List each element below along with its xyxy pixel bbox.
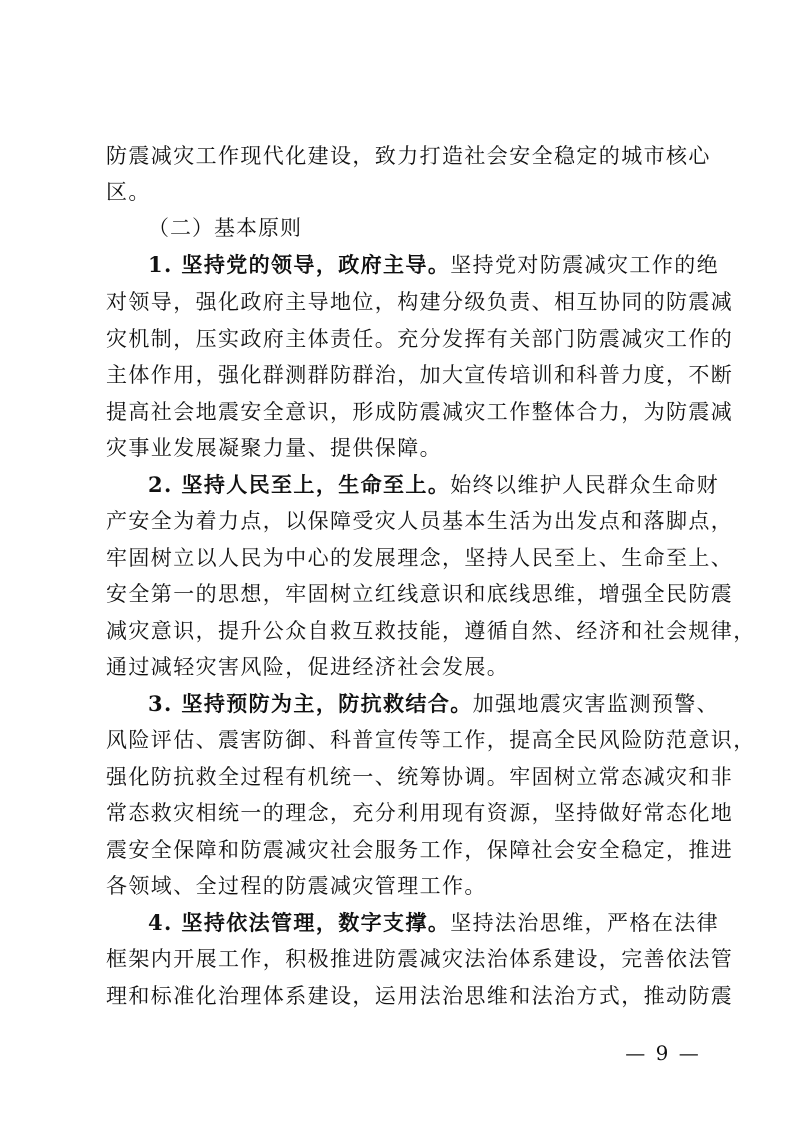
- intro-line-2: 区。: [106, 180, 151, 204]
- principle-4-line: 理和标准化治理体系建设，运用法治思维和法治方式，推动防震: [106, 984, 734, 1008]
- principle-4-line: 框架内开展工作，积极推进防震减灾法治体系建设，完善依法管: [106, 947, 734, 971]
- principle-1-line: 提高社会地震安全意识，形成防震减灾工作整体合力，为防震减: [106, 400, 734, 424]
- principle-2-text: 始终以维护人民群众生命财: [450, 473, 720, 497]
- principle-3-line: 风险评估、震害防御、科普宣传等工作，提高全民风险防范意识，: [106, 728, 756, 752]
- principle-3-line: 强化防抗救全过程有机统一、统筹协调。牢固树立常态减灾和非: [106, 765, 734, 789]
- principle-2-line: 安全第一的思想，牢固树立红线意识和底线思维，增强全民防震: [106, 582, 734, 606]
- principle-3-title: 3. 坚持预防为主，防抗救结合。: [148, 691, 473, 716]
- principle-1-line: 灾机制，压实政府主体责任。充分发挥有关部门防震减灾工作的: [106, 327, 734, 351]
- intro-line-1: 防震减灾工作现代化建设，致力打造社会安全稳定的城市核心: [106, 144, 711, 168]
- principle-3-first-line: [148, 687, 720, 721]
- section-heading: （二）基本原则: [148, 216, 302, 240]
- principle-2-line: 产安全为着力点，以保障受灾人员基本生活为出发点和落脚点，: [106, 509, 734, 533]
- principle-4-title: 4. 坚持依法管理，数字支撑。: [148, 910, 451, 935]
- principle-1-text: 坚持党对防震减灾工作的绝: [450, 253, 720, 277]
- principle-2-line: 通过减轻灾害风险，促进经济社会发展。: [106, 655, 510, 679]
- principle-4-first-line: [148, 906, 720, 940]
- principle-2-first-line: [148, 468, 720, 502]
- principle-1-line: 灾事业发展凝聚力量、提供保障。: [106, 436, 442, 460]
- principle-1-line: 主体作用，强化群测群防群治，加大宣传培训和科普力度，不断: [106, 363, 734, 387]
- principle-4-text: 坚持法治思维，严格在法律: [450, 911, 720, 935]
- principle-1-title: 1. 坚持党的领导，政府主导。: [148, 252, 451, 277]
- principle-3-line: 各领域、全过程的防震减灾管理工作。: [106, 874, 487, 898]
- page-number: — 9 —: [625, 1041, 701, 1065]
- principle-3-line: 常态救灾相统一的理念，充分利用现有资源，坚持做好常态化地: [106, 801, 734, 825]
- principle-1-first-line: [148, 248, 720, 282]
- principle-1-line: 对领导，强化政府主导地位，构建分级负责、相互协同的防震减: [106, 290, 734, 314]
- principle-3-line: 震安全保障和防震减灾社会服务工作，保障社会安全稳定，推进: [106, 838, 734, 862]
- principle-2-line: 牢固树立以人民为中心的发展理念，坚持人民至上、生命至上、: [106, 546, 734, 570]
- principle-2-title: 2. 坚持人民至上，生命至上。: [148, 472, 451, 497]
- principle-2-line: 减灾意识，提升公众自救互救技能，遵循自然、经济和社会规律，: [106, 619, 756, 643]
- principle-3-text: 加强地震灾害监测预警、: [472, 692, 720, 716]
